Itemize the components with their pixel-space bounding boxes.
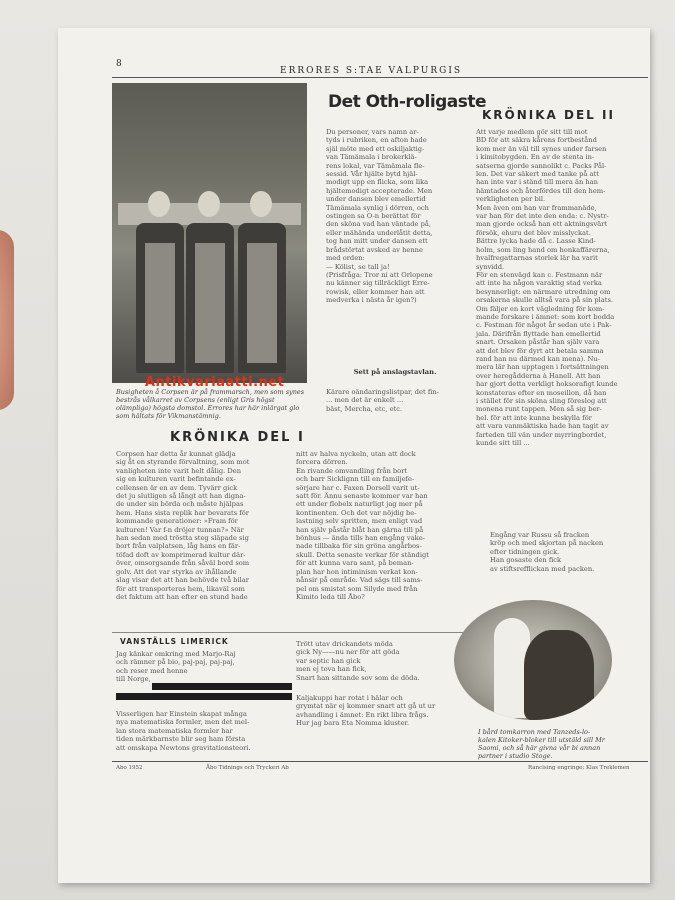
page-number: 8: [116, 59, 122, 69]
limerick-after: Visserligen har Einstein skapat många nya matematiska formler, men det mel- lan stora matematiska formler har tiden märkbarnste blir seg ham första att omskapa Newtons gravitationsteori.: [116, 710, 251, 752]
kronika1-col2: nitt av halva nyckeln, utan att dock forcera dörren. En rivande omvandling från bort och barr Sicklignn till en familjefe- sörjare har c. Faxen Dorsell varit ut- satt för. Ännu senaste kommer var han ett under flobelx naturligt jag mer på kontinenten. Och det var nöjdig be- lastning selv spritten, men enligt vad han själv påstår blåt han gärna till på bönhus — ända tills han engång vake- nade tillbaka för sin gröna angårbos- skull. Detta senaste verkar för ständigt för att kunna vara sant, på beman- plan har hon intiminism verkat kon- nånsir på område. Vad sägs till sams- pel om smistat som Silyde med från Kimito leda till Åbo?: [296, 450, 429, 601]
oth-after: Kärare oändaringslistpar, det fin- ... men det är enkelt ... bäst, Mercha, etc, etc.: [326, 388, 439, 413]
footer-left: Abo 1952: [116, 765, 143, 771]
limerick-body: Jag känkar omkring med Marjo-Raj och rämner på bio, paj-paj, paj-paj, och reser med henne till Norge,: [116, 650, 236, 684]
section-rule: [112, 632, 467, 633]
lion-photo: [454, 600, 612, 720]
kronika1-col1: Corpsen har detta år kunnat glädja sig åt en styrande förvaltning, som mot vanligheten inte varit helt dålig. Den sig en kulturen varit befintande ex- cellensen är en av dem. Tyvärr gick det ju slutligen så långt att han digna- de under sin börda och måste hjälpas hem. Hans sista replik har bevarats för kommande generationer: »Fram för kulturen! Var f-n dröjer tunnan?» När han sedan med tröstta steg släpade sig bort från valplatsen, låg hans en fär- töfad doft av komprimerad kultur där- över, omsorgsande från såväl bord som golv. Att det var styrka av ihållande slag visar det att han behövde två bilar för att transporteras hem, likaväl som det faktum att han efter en stund hade: [116, 450, 250, 601]
footer-rule: [112, 761, 648, 762]
kronika1-title: KRÖNIKA DEL I: [170, 430, 305, 445]
footer-mid: Åbo Tidnings och Tryckeri Ab: [206, 765, 289, 771]
oth-article-body: Du personer, vars namn ar- tyds i rubriken, en afton hade själ möte med ett oskiljaktig- van Tämämala i brokerklä- rens lokal, var Tämämala fle- sessid. Vår hjälte bytd hjäl- modigt upp en flicka, som lika hjältemodigt accepterade. Men under dansen blev emellertid Tämämala synlig i dörren, och ostingen sa O-n berättat för den sköna vad han väntade på, eller mähända underlåtit detta, tog han mitt under dansen ett brådstörtat avsked av henne med orden: — Kölist, se tall ja! (Prisfråga: Tror ni att Orlopene nu känner sig tillräckligt Erre- rowisk, eller kommer han att medverka i nästa år igen?): [326, 128, 433, 305]
kronika2-title: KRÖNIKA DEL II: [482, 108, 615, 122]
footer-right: Rancising engringe; Klas Treklemen: [528, 765, 630, 771]
newspaper-page: [58, 28, 650, 883]
running-head: ERRORES S:TAE VALPURGIS: [280, 66, 463, 76]
limerick-title: VANSTÄLLS LIMERICK: [120, 637, 229, 646]
oth-subhead: Sett på anslagstavlan.: [353, 368, 437, 376]
hand-thumb: [0, 230, 14, 410]
watermark-stamp: Antikvariaatti.net: [145, 375, 285, 390]
mid-verse: Trött utav drickandets möda gick Ny——nu ner för att göda var septic han gick men ej tova han fick, Snart han sittande sov som de döda.: [296, 640, 420, 682]
mid-after: Kaljakuppi har rotat i hälar och grymtat när ej kommer snart att gå ut ur avhandling i ämnet: En rikt libra frågs. Hur jag bara Eta Nomma kluster.: [296, 694, 436, 728]
censor-bar-1: [152, 683, 292, 690]
pillory-photo: [112, 83, 307, 383]
poem: Engång var Russu så fracken kröp och med skjortan på nacken efter tidningen gick. Han gosaste den fick av stiftsrefflickan med packen.: [490, 531, 604, 573]
kronika2-body: Att varje medlem gör sitt till mot BD för att säkra kårens fortbestånd kom mer än väl till synes under farsen i kimitobygden. En av de stenta in- satserna gjorde sannolikt c. Packs Pål- len. Det var säkert med tanke på att han inte var i ständ till mera än han hämtades och återfördes till den hem- verkligheten per bil. Men även om han var frammanäde, var han för det inte den enda: c. Nystr- man gjorde också han ett aktningsvärt försök, ehuru det blev misslyckat. Bättre lycka hade då c. Lasse Kind- holm, som ling hand om honkaffärerna, hvalfregattarnas storlek lär ha varit synvidd. För en stenvägd kan c. Festmann när att inte ha någon varaktig stad verka besynnerligt: en närmare utredning om orsakerna skulle alltså vara på sin plats. Om fäljer en kort vägledning för kom- mande forskare i ämnet: som kort bodda c. Festman för något år sedan ute i Pak- jala. Därifrån flyttade han emellertid snart. Orsaken påstår han själv vara att det blev för dyrt att betala samma rand han nu därmed kan mena). Nu- mera lär han upptagen i fortsättningen over heregådderna à Hanell. Att han har gjort detta verkligt hoksorafigt kunde konstateras efter en moseillon, då han i stället för sin sköna sling föreslog att monena runt tappen. Men så sig ber- hel. för att inte kunna beskylla för att vara vanmäktiska hade han tagit av farteden till vän under myrringbordet, kunde sitt till ...: [476, 128, 618, 448]
oth-article-title: Det Oth-roligaste: [328, 92, 487, 112]
header-rule: [112, 77, 648, 78]
lion-caption: I bård tomkarron med Tanzeds-lo- kalen Kitoker-bloker till utstäld sill Mr Saomi, och så här givna vår bi annan partner i studio Stoge.: [478, 728, 605, 760]
photo-caption: Busigheten å Corpsen är på frammarsch, men som synes bestrås vålkarret av Corpsens (enligt Gris högst olämpliga) högsta domstol. Errores har här inlärgat glo som hältats för Vikmanstämnig.: [116, 388, 305, 420]
censor-bar-2: [116, 693, 292, 700]
